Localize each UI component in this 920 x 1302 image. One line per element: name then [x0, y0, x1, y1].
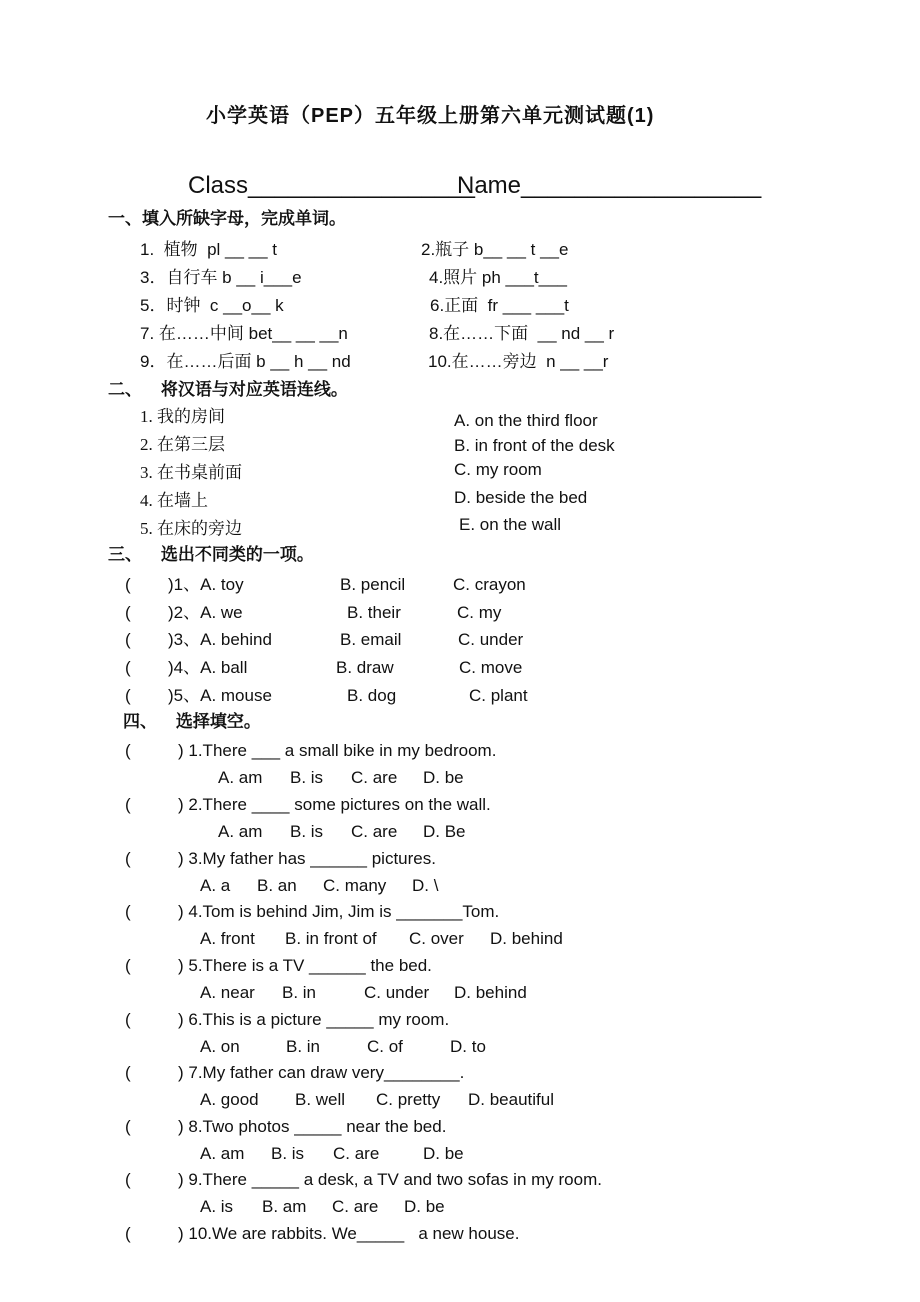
option: B. in — [286, 1037, 321, 1056]
option: C. my — [457, 603, 502, 622]
answer-paren: ( — [125, 1010, 131, 1029]
question-item: )1、A. toy — [168, 575, 244, 594]
fill-item: 10.在……旁边 n __ __r — [428, 352, 609, 371]
section1-heading: 一、填入所缺字母，完成单词。 — [108, 209, 346, 228]
option: C. are — [351, 768, 398, 787]
name-field-label: Name__________________ — [457, 172, 762, 199]
page-title: 小学英语（PEP）五年级上册第六单元测试题(1) — [206, 105, 655, 127]
answer-paren: ( — [125, 686, 131, 705]
option: B. in front of — [285, 929, 377, 948]
answer-paren: ( — [125, 1224, 131, 1243]
option: A. am — [218, 768, 263, 787]
question-item: )3、A. behind — [168, 630, 272, 649]
option: A. on — [200, 1037, 240, 1056]
answer-paren: ( — [125, 630, 131, 649]
fill-item: 5．时钟 c __o__ k — [140, 296, 284, 315]
option: B. in — [282, 983, 317, 1002]
match-left-item: 4. 在墙上 — [140, 491, 208, 510]
match-right-item: A. on the third floor — [454, 411, 598, 430]
option: A. am — [218, 822, 263, 841]
question-item: )4、A. ball — [168, 658, 248, 677]
option: B. email — [340, 630, 402, 649]
option: C. pretty — [376, 1090, 441, 1109]
option: B. am — [262, 1197, 307, 1216]
option: C. of — [367, 1037, 403, 1056]
question-stem: ) 1.There ___ a small bike in my bedroom. — [178, 741, 497, 760]
answer-paren: ( — [125, 1117, 131, 1136]
option: C. are — [351, 822, 398, 841]
answer-paren: ( — [125, 1170, 131, 1189]
option: C. are — [333, 1144, 380, 1163]
option: B. is — [290, 822, 324, 841]
match-right-item: C. my room — [454, 460, 542, 479]
question-stem: ) 8.Two photos _____ near the bed. — [178, 1117, 447, 1136]
option: C. are — [332, 1197, 379, 1216]
question-stem: ) 2.There ____ some pictures on the wall. — [178, 795, 491, 814]
option: B. is — [290, 768, 324, 787]
option: A. is — [200, 1197, 234, 1216]
answer-paren: ( — [125, 603, 131, 622]
option: B. pencil — [340, 575, 406, 594]
fill-item: 3．自行车 b __ i___e — [140, 268, 302, 287]
option: C. move — [459, 658, 523, 677]
question-stem: ) 7.My father can draw very________. — [178, 1063, 465, 1082]
option: A. am — [200, 1144, 245, 1163]
fill-item: 6.正面 fr ___ ___t — [430, 296, 569, 315]
option: A. good — [200, 1090, 259, 1109]
match-left-item: 5. 在床的旁边 — [140, 519, 242, 538]
option: D. be — [404, 1197, 445, 1216]
option: B. dog — [347, 686, 397, 705]
fill-item: 8.在……下面 __ nd __ r — [429, 324, 615, 343]
question-item: )5、A. mouse — [168, 686, 272, 705]
fill-item: 7. 在……中间 bet__ __ __n — [140, 324, 348, 343]
answer-paren: ( — [125, 795, 131, 814]
question-item: )2、A. we — [168, 603, 243, 622]
option: B. their — [347, 603, 401, 622]
option: B. well — [295, 1090, 346, 1109]
fill-item: 9．在……后面 b __ h __ nd — [140, 352, 351, 371]
option: D. be — [423, 1144, 464, 1163]
question-stem: ) 6.This is a picture _____ my room. — [178, 1010, 450, 1029]
fill-item: 2.瓶子 b__ __ t __e — [421, 240, 569, 259]
answer-paren: ( — [125, 1063, 131, 1082]
option: C. over — [409, 929, 464, 948]
option: D. be — [423, 768, 464, 787]
option: A. near — [200, 983, 255, 1002]
option: C. plant — [469, 686, 528, 705]
question-stem: ) 4.Tom is behind Jim, Jim is _______Tom. — [178, 902, 500, 921]
option: C. many — [323, 876, 387, 895]
answer-paren: ( — [125, 956, 131, 975]
section4-heading: 四、 选择填空。 — [123, 712, 261, 731]
option: D. beautiful — [468, 1090, 554, 1109]
answer-paren: ( — [125, 741, 131, 760]
match-left-item: 3. 在书桌前面 — [140, 463, 242, 482]
question-stem: ) 10.We are rabbits. We_____ a new house. — [178, 1224, 520, 1243]
class-field-label: Class_________________ — [188, 172, 475, 199]
option: B. draw — [336, 658, 394, 677]
question-stem: ) 5.There is a TV ______ the bed. — [178, 956, 432, 975]
option: D. \ — [412, 876, 439, 895]
option: D. behind — [490, 929, 563, 948]
option: C. under — [364, 983, 430, 1002]
option: C. crayon — [453, 575, 526, 594]
option: A. front — [200, 929, 255, 948]
option: C. under — [458, 630, 524, 649]
match-right-item: E. on the wall — [459, 515, 562, 534]
option: B. an — [257, 876, 297, 895]
answer-paren: ( — [125, 575, 131, 594]
match-left-item: 1. 我的房间 — [140, 407, 225, 426]
option: D. behind — [454, 983, 527, 1002]
answer-paren: ( — [125, 658, 131, 677]
option: D. to — [450, 1037, 486, 1056]
question-stem: ) 9.There _____ a desk, a TV and two sofas in my room. — [178, 1170, 602, 1189]
match-left-item: 2. 在第三层 — [140, 435, 225, 454]
question-stem: ) 3.My father has ______ pictures. — [178, 849, 436, 868]
option: D. Be — [423, 822, 466, 841]
answer-paren: ( — [125, 849, 131, 868]
option: B. is — [271, 1144, 305, 1163]
section3-heading: 三、 选出不同类的一项。 — [108, 545, 314, 564]
match-right-item: D. beside the bed — [454, 488, 588, 507]
section2-heading: 二、 将汉语与对应英语连线。 — [108, 380, 348, 399]
answer-paren: ( — [125, 902, 131, 921]
option: A. a — [200, 876, 231, 895]
fill-item: 4.照片 ph ___t___ — [429, 268, 567, 287]
match-right-item: B. in front of the desk — [454, 436, 615, 455]
fill-item: 1. 植物 pl __ __ t — [140, 240, 278, 259]
